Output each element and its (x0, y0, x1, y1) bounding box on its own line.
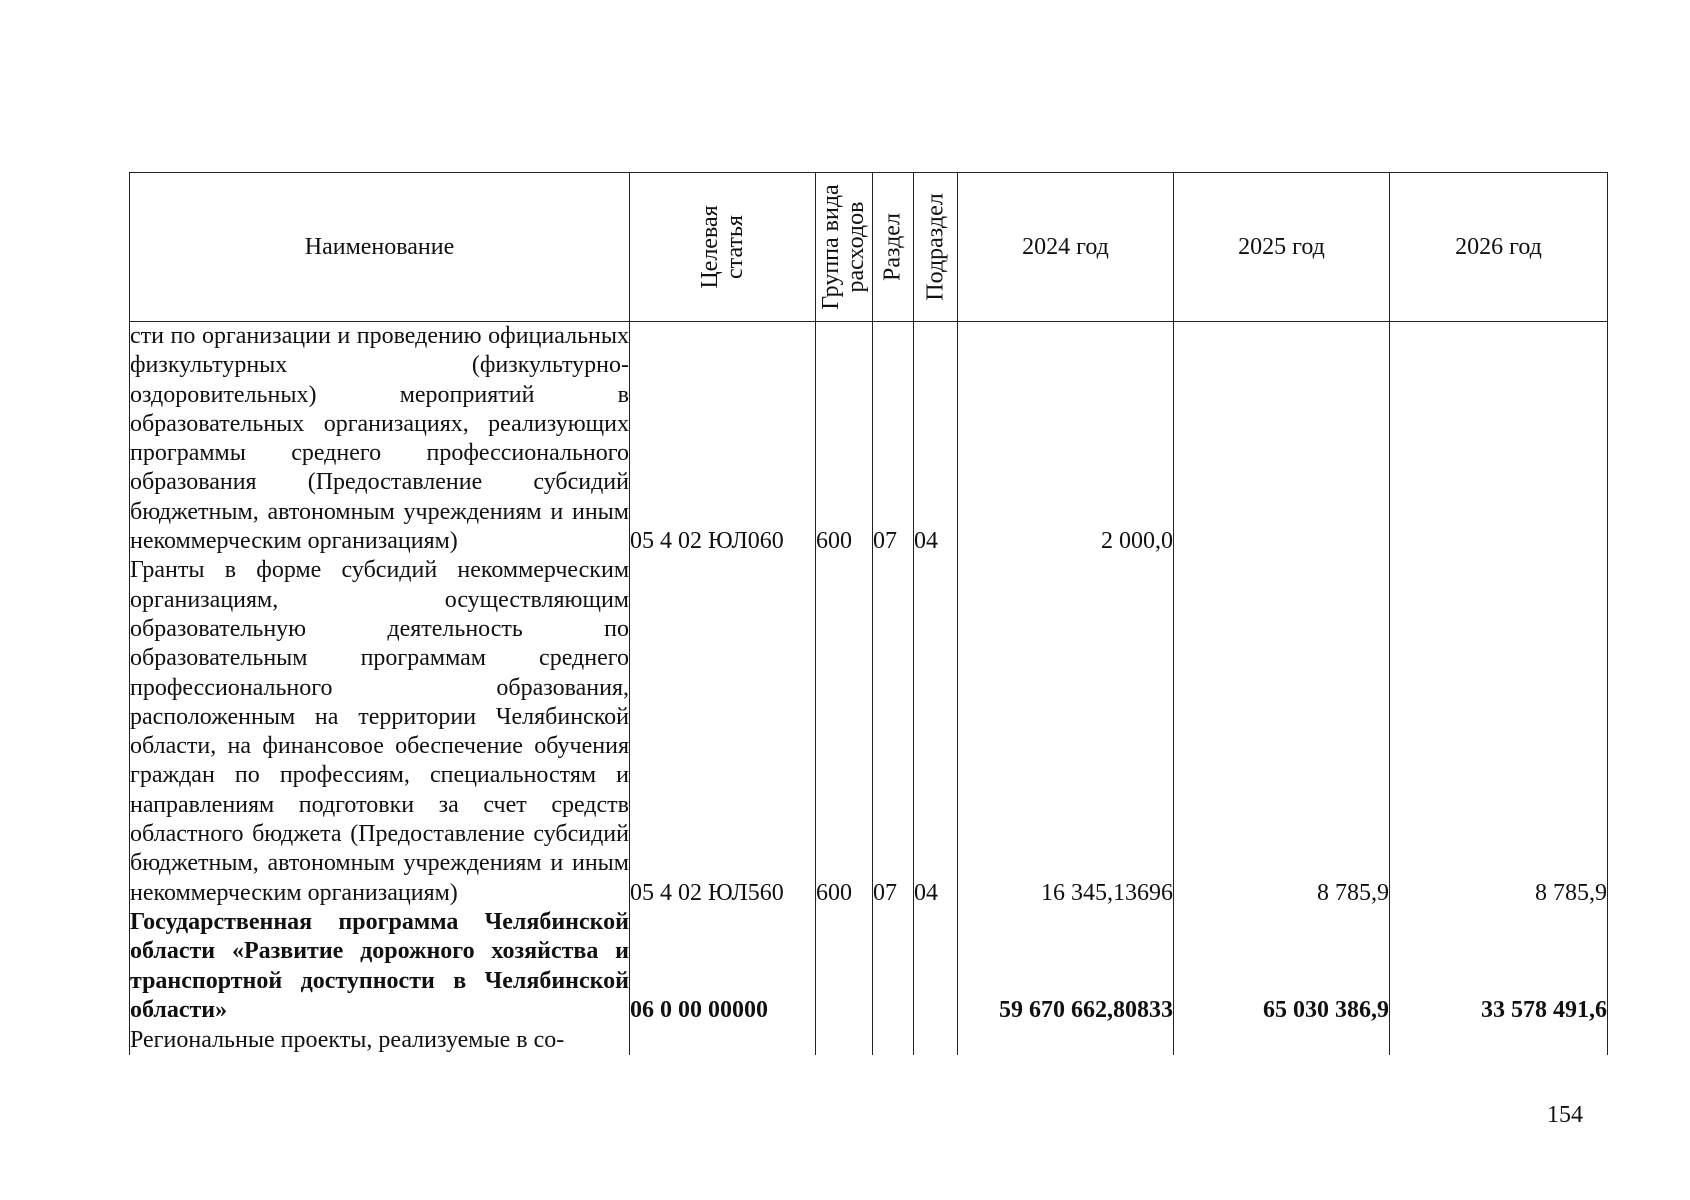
row-2024: 2 000,0 (958, 322, 1174, 557)
table-header-row (130, 173, 1608, 322)
row-group (816, 1025, 873, 1055)
page-number: 154 (1547, 1102, 1583, 1128)
budget-table (129, 172, 1608, 1055)
row-section: 07 (873, 556, 914, 908)
row-subsection (914, 1025, 958, 1055)
row-section (873, 908, 914, 1025)
table-row (130, 908, 1608, 1025)
row-2025: 65 030 386,9 (1174, 908, 1390, 1025)
row-target: 06 0 00 00000 (630, 908, 816, 1025)
row-name: Гранты в форме субсидий некоммерческим организациям, осуществляющим образовательную деятельность по образовательным программам среднего профессионального образования, расположенным на территории Челябинской области, на финансовое обеспечение обучения граждан по профессиям, специальностям и направлениям подготовки за счет средств областного бюджета (Предоставление субсидий бюджетным, автономным учреждениям и иным некоммерческим организациям) (130, 556, 630, 908)
row-subsection (914, 908, 958, 1025)
row-2026: 8 785,9 (1390, 556, 1608, 908)
row-section: 07 (873, 322, 914, 557)
row-group: 600 (816, 322, 873, 557)
header-group (816, 173, 873, 322)
row-section (873, 1025, 914, 1055)
header-2024: 2024 год (958, 173, 1174, 322)
row-group: 600 (816, 556, 873, 908)
header-subsection-label: Подраздел (921, 193, 948, 301)
header-2026: 2026 год (1390, 173, 1608, 322)
header-name: Наименование (130, 173, 630, 322)
row-2026: 33 578 491,6 (1390, 908, 1608, 1025)
row-2025 (1174, 1025, 1390, 1055)
row-2025: 8 785,9 (1174, 556, 1390, 908)
row-2024: 16 345,13696 (958, 556, 1174, 908)
row-subsection: 04 (914, 556, 958, 908)
row-subsection: 04 (914, 322, 958, 557)
row-target (630, 1025, 816, 1055)
row-target: 05 4 02 ЮЛ060 (630, 322, 816, 557)
row-2024 (958, 1025, 1174, 1055)
row-name: сти по организации и проведению официальных физкультурных (физкультурно-оздоровительных) мероприятий в образовательных организациях, реализующих программы среднего профессионального образования (Предоставление субсидий бюджетным, автономным учреждениям и иным некоммерческим организациям) (130, 322, 630, 557)
row-2026 (1390, 322, 1608, 557)
row-2025 (1174, 322, 1390, 557)
header-2025: 2025 год (1174, 173, 1390, 322)
header-subsection (914, 173, 958, 322)
header-target-label: Целевая статья (696, 205, 748, 289)
table-row (130, 1025, 1608, 1055)
row-group (816, 908, 873, 1025)
row-2024: 59 670 662,80833 (958, 908, 1174, 1025)
row-name: Государственная программа Челябинской области «Развитие дорожного хозяйства и транспортной доступности в Челябинской области» (130, 908, 630, 1025)
header-group-label: Группа вида расходов (817, 184, 869, 310)
table-row (130, 322, 1608, 557)
row-name: Региональные проекты, реализуемые в со- (130, 1025, 630, 1055)
row-2026 (1390, 1025, 1608, 1055)
header-section-label: Раздел (879, 213, 906, 281)
table-row (130, 556, 1608, 908)
row-target: 05 4 02 ЮЛ560 (630, 556, 816, 908)
header-target (630, 173, 816, 322)
header-section (873, 173, 914, 322)
